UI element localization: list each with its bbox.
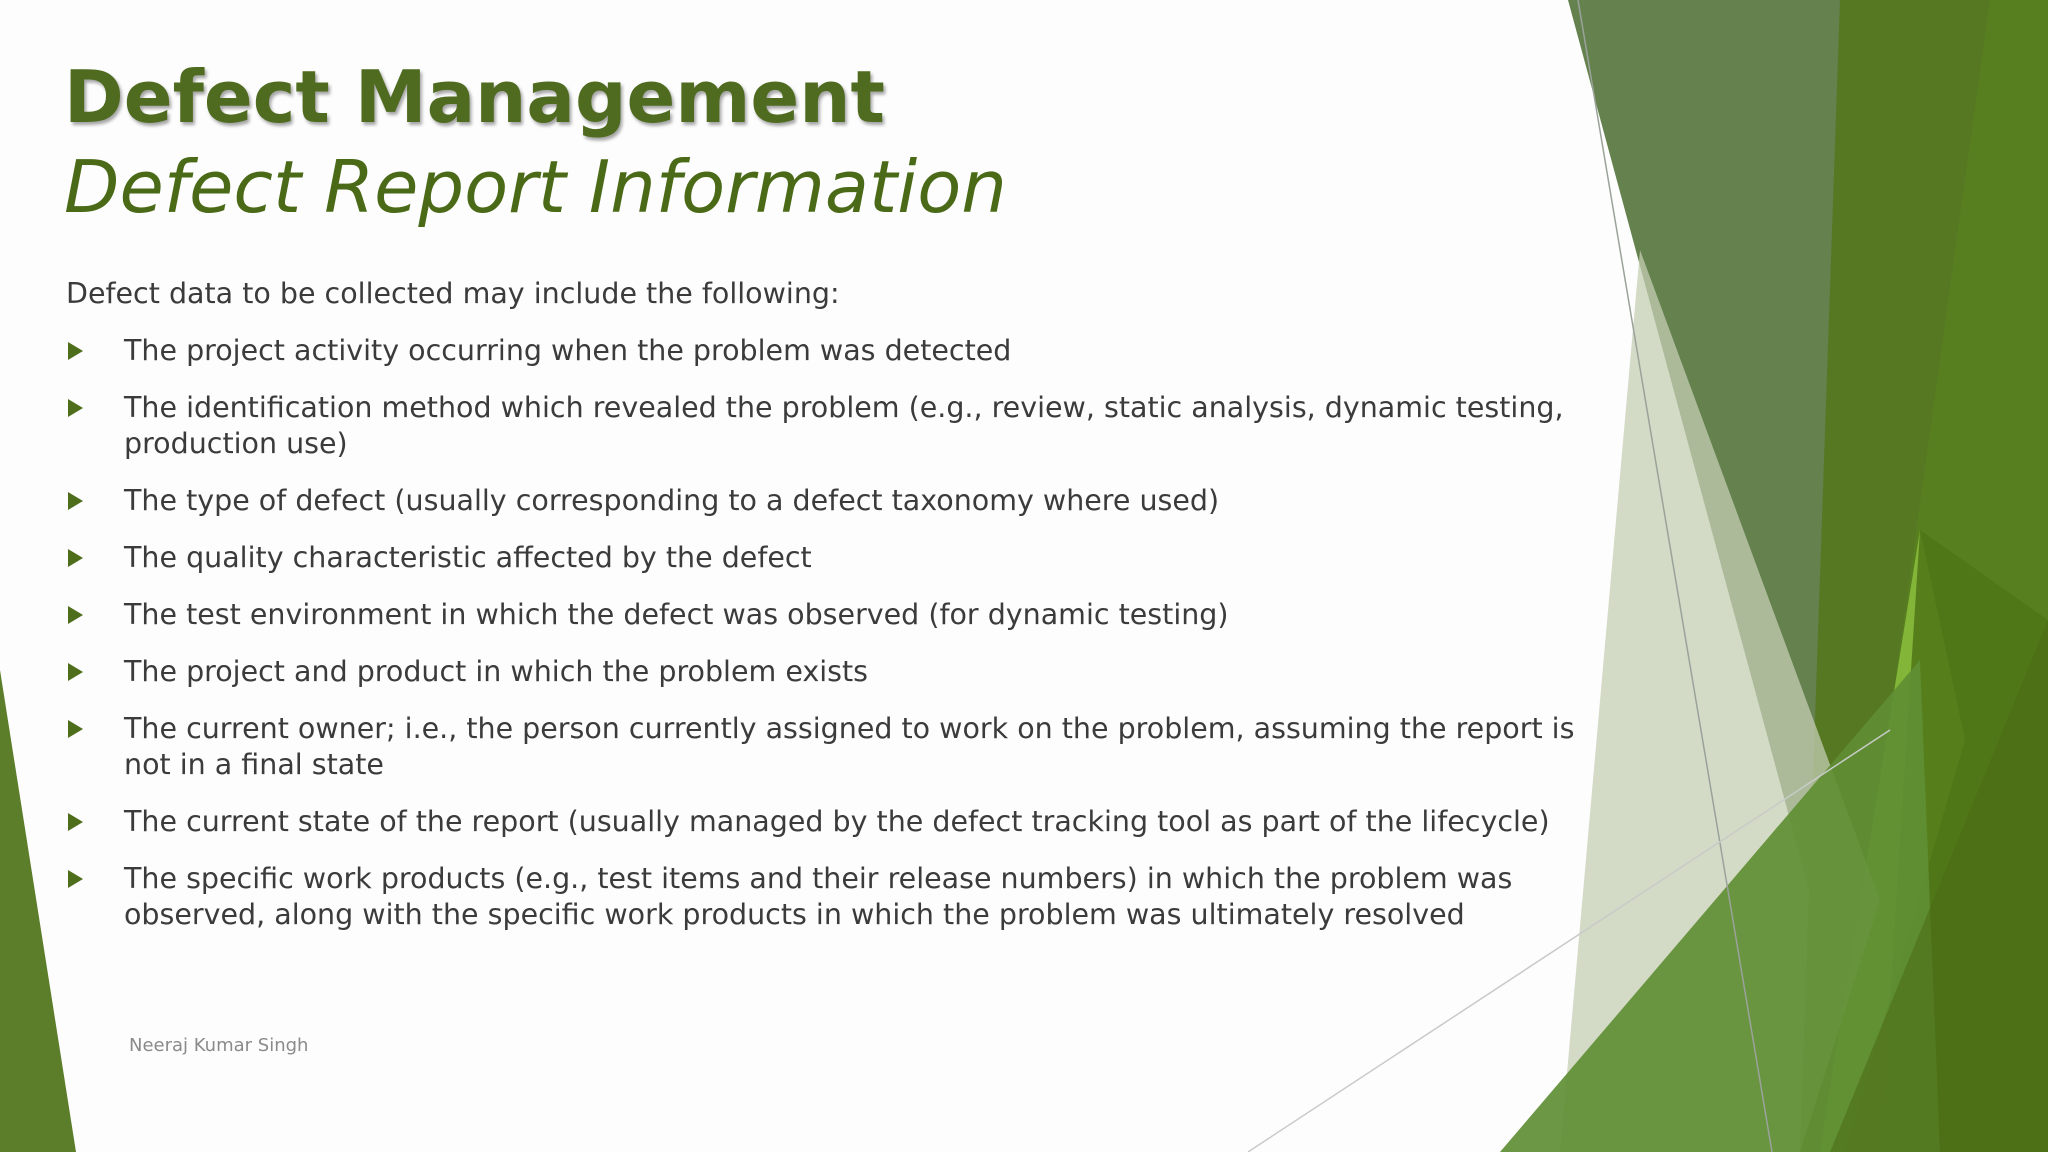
bullet-item (66, 711, 1626, 783)
triangle-right-icon (68, 492, 83, 510)
bullet-text: The project and product in which the problem exists (124, 655, 869, 688)
bullet-text: The test environment in which the defect was observed (for dynamic testing) (124, 598, 1229, 631)
bullet-list (66, 333, 1626, 933)
slide-body (66, 276, 1626, 954)
triangle-right-icon (68, 399, 83, 417)
triangle-right-icon (68, 549, 83, 567)
triangle-right-icon (68, 720, 83, 738)
bullet-text: The quality characteristic affected by the defect (124, 541, 812, 574)
bullet-item (66, 597, 1626, 633)
bullet-text: The project activity occurring when the problem was detected (124, 334, 1012, 367)
bullet-text: The identification method which revealed the problem (e.g., review, static analysis, dynamic testing, production use) (124, 391, 1564, 460)
triangle-right-icon (68, 606, 83, 624)
bullet-item (66, 804, 1626, 840)
triangle-right-icon (68, 813, 83, 831)
bullet-item (66, 861, 1626, 933)
bullet-item (66, 483, 1626, 519)
facet-left-sliver (0, 670, 76, 1152)
triangle-right-icon (68, 870, 83, 888)
triangle-right-icon (68, 342, 83, 360)
bullet-item (66, 540, 1626, 576)
triangle-right-icon (68, 663, 83, 681)
bullet-item (66, 654, 1626, 690)
intro-text: Defect data to be collected may include the following: (66, 277, 840, 310)
bullet-text: The current owner; i.e., the person currently assigned to work on the problem, assuming the report is not in a final state (124, 712, 1575, 781)
bullet-item (66, 333, 1626, 369)
bullet-item (66, 390, 1626, 462)
slide-title: Defect Management (64, 55, 885, 139)
slide-subtitle: Defect Report Information (64, 145, 1007, 229)
bullet-text: The type of defect (usually corresponding to a defect taxonomy where used) (124, 484, 1220, 517)
bullet-text: The specific work products (e.g., test items and their release numbers) in which the problem was observed, along with the specific work products in which the problem was ultimately resolved (124, 862, 1513, 931)
footer-author: Neeraj Kumar Singh (129, 1035, 309, 1056)
bullet-text: The current state of the report (usually managed by the defect tracking tool as part of the lifecycle) (124, 805, 1550, 838)
